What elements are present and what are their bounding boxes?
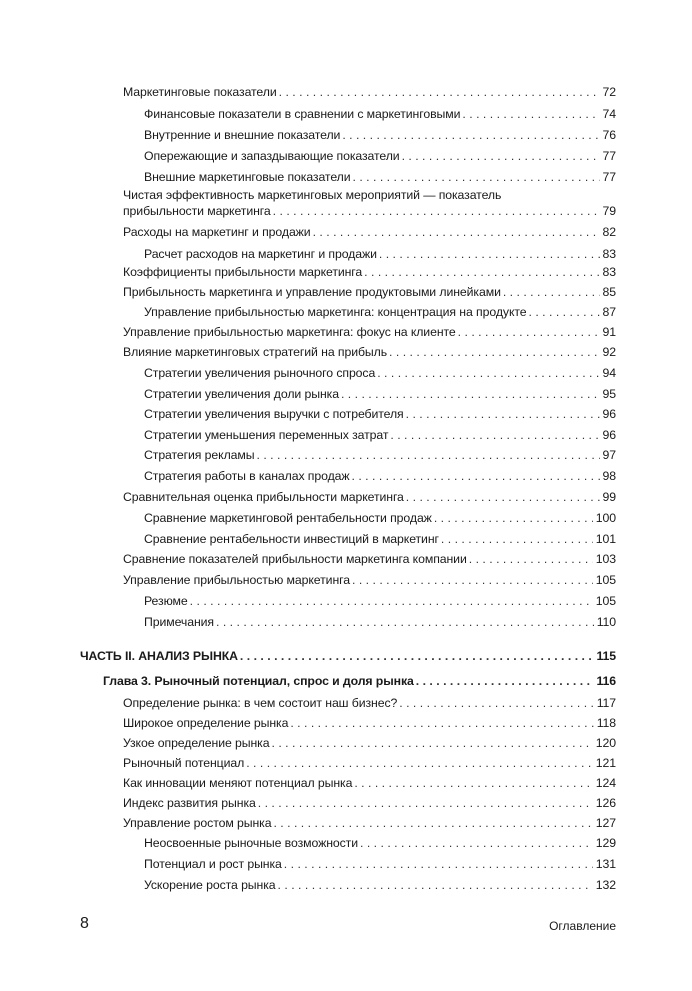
toc-entry-title: Внешние маркетинговые показатели: [144, 170, 351, 184]
toc-entry: [144, 614, 616, 630]
toc-entry: [144, 877, 616, 893]
toc-entry: [123, 815, 616, 831]
dot-leader: [390, 427, 599, 443]
dot-leader: [216, 614, 594, 630]
toc-entry-title: Ускорение роста рынка: [144, 878, 276, 892]
toc-entry-page: 127: [595, 816, 616, 830]
toc-entry-title: Сравнение маркетинговой рентабельности продаж: [144, 511, 432, 525]
toc-entry: [123, 715, 616, 731]
toc-entry: [123, 84, 616, 100]
toc-entry-page: 100: [595, 511, 616, 525]
dot-leader: [273, 203, 600, 219]
dot-leader: [469, 551, 593, 567]
toc-entry-title: Резюме: [144, 594, 188, 608]
running-footer-title: Оглавление: [549, 919, 616, 933]
toc-entry-page: 121: [595, 756, 616, 770]
toc-entry-title: Управление ростом рынка: [123, 816, 272, 830]
toc-entry-page: 97: [602, 448, 616, 462]
toc-entry-title: прибыльности маркетинга: [123, 204, 271, 218]
toc-entry-title: Коэффициенты прибыльности маркетинга: [123, 265, 363, 279]
toc-entry-title: Сравнение рентабельности инвестиций в маркетинг: [144, 532, 439, 546]
toc-entry-page: 74: [602, 107, 616, 121]
toc-entry-page: 95: [602, 387, 616, 401]
dot-leader: [389, 344, 599, 360]
toc-entry-page: 110: [596, 615, 616, 629]
toc-entry-page: 129: [595, 836, 616, 850]
dot-leader: [313, 224, 600, 240]
toc-entry: [144, 427, 616, 443]
toc-entry-page: 76: [602, 128, 616, 142]
toc-entry: [123, 735, 616, 751]
toc-entry-page: 116: [596, 674, 616, 688]
toc-entry-title: Индекс развития рынка: [123, 796, 256, 810]
dot-leader: [434, 510, 593, 526]
toc-entry-page: 98: [602, 469, 616, 483]
toc-entry-title: Стратегии увеличения выручки с потребителя: [144, 407, 404, 421]
dot-leader: [377, 365, 599, 381]
toc-entry: [123, 755, 616, 771]
toc-entry: [123, 775, 616, 791]
toc-entry-title-first-line: Чистая эффективность маркетинговых мероприятий — показатель: [123, 188, 502, 202]
dot-leader: [379, 246, 600, 262]
toc-entry-title: Управление прибыльностью маркетинга: концентрация на продукте: [144, 305, 527, 319]
dot-leader: [360, 835, 593, 851]
toc-entry: [144, 835, 616, 851]
toc-entry-page: 99: [602, 490, 616, 504]
toc-entry: [144, 365, 616, 381]
toc-entry: [144, 447, 616, 463]
toc-entry-page: 105: [595, 573, 616, 587]
dot-leader: [279, 84, 600, 100]
dot-leader: [258, 795, 593, 811]
toc-entry-title: Рыночный потенциал: [123, 756, 245, 770]
dot-leader: [503, 284, 600, 300]
toc-entry-page: 83: [602, 265, 616, 279]
dot-leader: [273, 815, 592, 831]
toc-entry: [144, 856, 616, 872]
toc-entry: [144, 304, 616, 320]
toc-entry: [123, 224, 616, 240]
toc-entry-title: Расходы на маркетинг и продажи: [123, 225, 311, 239]
dot-leader: [406, 489, 600, 505]
dot-leader: [278, 877, 593, 893]
dot-leader: [402, 148, 600, 164]
page-number: 8: [80, 915, 89, 932]
toc-entry-title: Опережающие и запаздывающие показатели: [144, 149, 400, 163]
toc-entry-title: Управление прибыльностью маркетинга: [123, 573, 350, 587]
toc-entry-page: 77: [602, 170, 616, 184]
toc-entry-title: Как инновации меняют потенциал рынка: [123, 776, 353, 790]
toc-entry: [123, 324, 616, 340]
dot-leader: [462, 106, 599, 122]
toc-entry-title: Потенциал и рост рынка: [144, 857, 282, 871]
toc-entry-title: Примечания: [144, 615, 214, 629]
dot-leader: [257, 447, 600, 463]
toc-entry-title: Управление прибыльностью маркетинга: фокус на клиенте: [123, 325, 456, 339]
toc-entry-title: Стратегия работы в каналах продаж: [144, 469, 350, 483]
toc-entry-page: 103: [595, 552, 616, 566]
dot-leader: [406, 406, 600, 422]
toc-entry: [123, 264, 616, 280]
toc-entry-title: Прибыльность маркетинга и управление продуктовыми линейками: [123, 285, 501, 299]
toc-entry-title: Сравнение показателей прибыльности маркетинга компании: [123, 552, 467, 566]
dot-leader: [190, 593, 593, 609]
toc-entry: [144, 169, 616, 185]
toc-entry-page: 105: [595, 594, 616, 608]
dot-leader: [441, 531, 593, 547]
toc-entry-title: Стратегии уменьшения переменных затрат: [144, 428, 389, 442]
toc-entry-page: 79: [602, 204, 616, 218]
toc-entry: [123, 284, 616, 300]
toc-entry-title: ЧАСТЬ II. АНАЛИЗ РЫНКА: [80, 649, 238, 663]
toc-entry-page: 96: [602, 428, 616, 442]
toc-entry: [123, 344, 616, 360]
dot-leader: [290, 715, 593, 731]
dot-leader: [271, 735, 592, 751]
toc-entry-page: 87: [602, 305, 616, 319]
toc-entry-title: Сравнительная оценка прибыльности маркетинга: [123, 490, 404, 504]
toc-entry-page: 82: [602, 225, 616, 239]
toc-entry-page: 117: [596, 696, 616, 710]
toc-entry: [144, 246, 616, 262]
toc-entry: [123, 795, 616, 811]
toc-entry: [123, 489, 616, 505]
toc-entry: [123, 695, 616, 711]
toc-entry: [144, 386, 616, 402]
dot-leader: [399, 695, 593, 711]
toc-entry-page: 91: [602, 325, 616, 339]
toc-entry: [144, 468, 616, 484]
toc-entry-title: Стратегии увеличения доли рынка: [144, 387, 339, 401]
toc-entry: [144, 510, 616, 526]
toc-entry-page: 132: [595, 878, 616, 892]
toc-entry: [123, 551, 616, 567]
toc-entry-page: 124: [595, 776, 616, 790]
dot-leader: [354, 775, 592, 791]
toc-entry-title: Неосвоенные рыночные возможности: [144, 836, 358, 850]
dot-leader: [529, 304, 600, 320]
toc-entry-page: 118: [596, 716, 616, 730]
dot-leader: [416, 673, 594, 689]
dot-leader: [284, 856, 593, 872]
toc-entry-title: Узкое определение рынка: [123, 736, 270, 750]
toc-entry-title: Стратегия рекламы: [144, 448, 255, 462]
toc-entry: [144, 531, 616, 547]
dot-leader: [342, 127, 599, 143]
dot-leader: [364, 264, 599, 280]
dot-leader: [353, 169, 600, 185]
dot-leader: [458, 324, 600, 340]
toc-entry: [80, 648, 616, 664]
toc-entry-page: 94: [602, 366, 616, 380]
dot-leader: [246, 755, 593, 771]
toc-entry: [103, 673, 616, 689]
toc-entry: [123, 572, 616, 588]
toc-entry: [144, 127, 616, 143]
toc-entry: [144, 406, 616, 422]
toc-entry-page: 101: [595, 532, 616, 546]
toc-entry: [123, 187, 616, 219]
toc-entry-title: Расчет расходов на маркетинг и продажи: [144, 247, 377, 261]
toc-entry: [144, 148, 616, 164]
dot-leader: [341, 386, 600, 402]
toc-entry-title: Глава 3. Рыночный потенциал, спрос и доля рынка: [103, 674, 414, 688]
toc-entry-title: Определение рынка: в чем состоит наш бизнес?: [123, 696, 398, 710]
dot-leader: [352, 572, 593, 588]
toc-entry-page: 72: [602, 85, 616, 99]
toc-entry-page: 85: [602, 285, 616, 299]
toc-entry: [144, 106, 616, 122]
toc-entry-page: 77: [602, 149, 616, 163]
toc-entry-page: 131: [595, 857, 616, 871]
dot-leader: [240, 648, 594, 664]
toc-entry: [144, 593, 616, 609]
dot-leader: [352, 468, 600, 484]
toc-entry-title: Стратегии увеличения рыночного спроса: [144, 366, 376, 380]
toc-entry-title: Внутренние и внешние показатели: [144, 128, 341, 142]
toc-entry-title: Широкое определение рынка: [123, 716, 289, 730]
toc-entry-page: 115: [596, 649, 616, 663]
toc-entry-page: 92: [602, 345, 616, 359]
toc-entry-title: Маркетинговые показатели: [123, 85, 277, 99]
toc-entry-page: 120: [595, 736, 616, 750]
toc-entry-title: Влияние маркетинговых стратегий на прибыль: [123, 345, 388, 359]
toc-entry-page: 96: [602, 407, 616, 421]
toc-entry-page: 83: [602, 247, 616, 261]
toc-entry-page: 126: [595, 796, 616, 810]
toc-entry-title: Финансовые показатели в сравнении с маркетинговыми: [144, 107, 461, 121]
